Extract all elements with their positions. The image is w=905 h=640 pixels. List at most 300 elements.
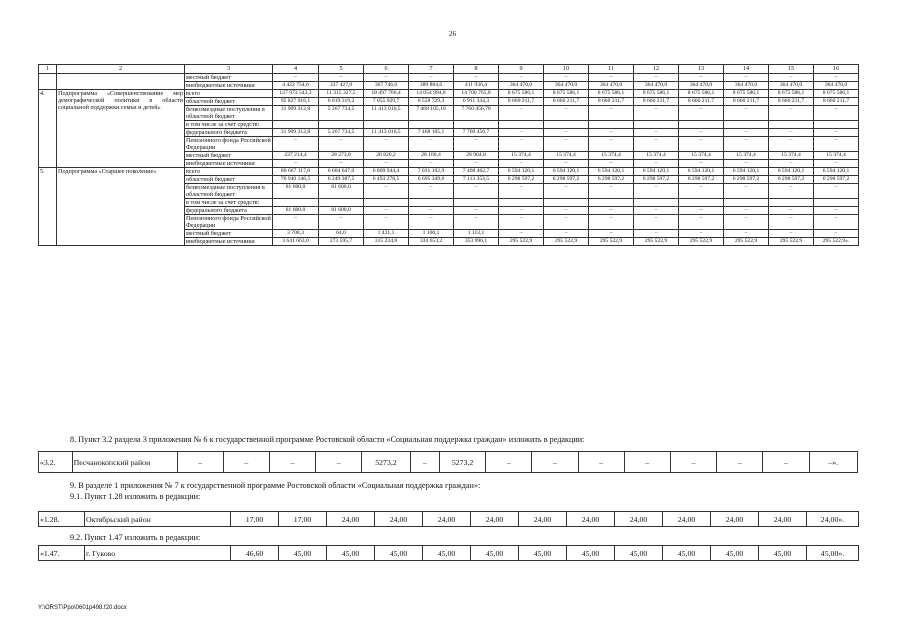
value-cell: 8 660 211,7: [724, 98, 769, 106]
value-cell: –: [814, 106, 859, 121]
value-cell: 6 558 729,3: [409, 98, 454, 106]
value-cell: –: [319, 160, 364, 168]
value-cell: –: [724, 129, 769, 137]
funding-source-label: местный бюджет: [185, 230, 273, 238]
funding-source-label: безвозмездные поступления в областной бюджет: [185, 184, 273, 199]
value-cell: –: [319, 137, 364, 152]
value-cell: [769, 199, 814, 207]
column-header: 10: [544, 65, 589, 74]
value-cell: 6 019 319,2: [319, 98, 364, 106]
value-cell: [319, 199, 364, 207]
value-cell: –: [634, 129, 679, 137]
value-cell: 5273,2: [440, 452, 486, 473]
value-cell: –: [814, 137, 859, 152]
value-cell: –: [814, 160, 859, 168]
value-cell: –: [544, 160, 589, 168]
value-cell: 15 374,4: [544, 152, 589, 160]
value-cell: –: [454, 215, 499, 230]
column-header: 16: [814, 65, 859, 74]
value-cell: 6 594 120,1: [724, 168, 769, 176]
value-cell: –: [679, 106, 724, 121]
funding-source-label: безвозмездные поступления в областной бюджет: [185, 106, 273, 121]
value-cell: –: [544, 74, 589, 82]
column-header: 7: [409, 65, 454, 74]
value-cell: 8 660 211,7: [544, 98, 589, 106]
value-cell: 45,00: [615, 546, 663, 561]
value-cell: –: [679, 230, 724, 238]
value-cell: –: [269, 452, 315, 473]
value-cell: [454, 121, 499, 129]
funding-source-label: местный бюджет: [185, 74, 273, 82]
table-row: [39, 90, 859, 98]
paragraph-8: 8. Пункт 3.2 раздела 3 приложения № 6 к государственной программе Ростовской области «Социальная поддержка граждан» изложить в редакции:: [70, 435, 585, 444]
value-cell: –: [454, 184, 499, 199]
column-header: 5: [319, 65, 364, 74]
value-cell: 6 298 597,2: [499, 176, 544, 184]
funding-source-label: внебюджетные источники: [185, 82, 273, 90]
value-cell: –: [724, 230, 769, 238]
value-cell: 6 298 597,2: [589, 176, 634, 184]
value-cell: 28 273,8: [319, 152, 364, 160]
value-cell: 8 675 586,1: [814, 90, 859, 98]
value-cell: 45,00: [423, 546, 471, 561]
value-cell: 24,00: [567, 512, 615, 527]
value-cell: 15 374,4: [814, 152, 859, 160]
funding-source-label: в том числе за счет средств:: [185, 199, 273, 207]
row-number: [39, 74, 57, 90]
value-cell: –: [273, 137, 319, 152]
value-cell: 14 054 994,8: [409, 90, 454, 98]
value-cell: –: [544, 184, 589, 199]
value-cell: –: [454, 207, 499, 215]
value-cell: 15 374,4: [634, 152, 679, 160]
value-cell: 28 160,4: [409, 152, 454, 160]
value-cell: 45,00».: [807, 546, 859, 561]
value-cell: –: [273, 160, 319, 168]
value-cell: –: [499, 184, 544, 199]
value-cell: –: [634, 207, 679, 215]
page-number: 26: [449, 30, 456, 38]
value-cell: –: [769, 230, 814, 238]
value-cell: 81 600,0: [273, 184, 319, 199]
value-cell: –: [634, 74, 679, 82]
table-row: [39, 74, 859, 82]
value-cell: 1 113,1: [454, 230, 499, 238]
value-cell: –: [589, 215, 634, 230]
header-row: [39, 65, 859, 74]
value-cell: –: [679, 160, 724, 168]
value-cell: 24,00: [375, 512, 423, 527]
table-row: [39, 512, 859, 527]
value-cell: –: [769, 74, 814, 82]
value-cell: 3 641 663,0: [273, 238, 319, 246]
value-cell: –: [273, 215, 319, 230]
value-cell: 8 675 586,1: [589, 90, 634, 98]
value-cell: 80 667 117,8: [273, 168, 319, 176]
value-cell: –: [364, 215, 409, 230]
value-cell: 8 660 211,7: [769, 98, 814, 106]
value-cell: 295 522,9: [724, 238, 769, 246]
table-item-3-2: [38, 451, 858, 473]
value-cell: 8 660 211,7: [679, 98, 724, 106]
value-cell: –: [499, 74, 544, 82]
value-cell: –: [578, 452, 624, 473]
value-cell: 11 413 016,5: [364, 106, 409, 121]
item-number: «1.28.: [39, 512, 85, 527]
subprogram-name: [57, 74, 185, 90]
value-cell: 15 374,4: [679, 152, 724, 160]
value-cell: 6 695 349,6: [409, 176, 454, 184]
value-cell: –: [724, 207, 769, 215]
value-cell: 6 594 120,1: [499, 168, 544, 176]
funding-source-label: Пенсионного фонда Российской Федерации: [186, 215, 271, 229]
value-cell: –: [532, 452, 578, 473]
value-cell: 364 470,0: [499, 82, 544, 90]
value-cell: [679, 121, 724, 129]
value-cell: –: [589, 74, 634, 82]
value-cell: –: [724, 137, 769, 152]
value-cell: –: [634, 137, 679, 152]
value-cell: –: [544, 207, 589, 215]
value-cell: 6 594 120,1: [544, 168, 589, 176]
value-cell: 81 600,0: [319, 207, 364, 215]
value-cell: 28 964,8: [454, 152, 499, 160]
subprogram-name: Подпрограмма «Совершенствование мер демографической политики в области социальной поддержки семьи и детей»: [57, 90, 185, 168]
column-header: 15: [769, 65, 814, 74]
value-cell: 1 431,1: [364, 230, 409, 238]
funding-source-label: в том числе за счет средств:: [185, 121, 273, 129]
value-cell: –: [454, 74, 499, 82]
value-cell: –: [499, 207, 544, 215]
value-cell: –: [454, 160, 499, 168]
value-cell: –: [679, 215, 724, 230]
column-header: 1: [39, 65, 57, 74]
value-cell: –: [544, 230, 589, 238]
column-header: 13: [679, 65, 724, 74]
value-cell: 24,00: [471, 512, 519, 527]
value-cell: [724, 199, 769, 207]
value-cell: –: [624, 452, 670, 473]
value-cell: –: [499, 160, 544, 168]
value-cell: 45,00: [375, 546, 423, 561]
value-cell: 8 675 586,1: [544, 90, 589, 98]
value-cell: 45,00: [327, 546, 375, 561]
value-cell: –: [364, 137, 409, 152]
value-cell: 295 522,9: [679, 238, 724, 246]
value-cell: –: [409, 74, 454, 82]
value-cell: –: [724, 106, 769, 121]
value-cell: 45,00: [759, 546, 807, 561]
value-cell: 6 298 597,2: [544, 176, 589, 184]
value-cell: –: [589, 184, 634, 199]
value-cell: –: [589, 106, 634, 121]
value-cell: [364, 121, 409, 129]
value-cell: –: [589, 137, 634, 152]
row-number: 5.: [39, 168, 57, 246]
value-cell: [454, 199, 499, 207]
column-header: 6: [364, 65, 409, 74]
value-cell: [634, 121, 679, 129]
value-cell: [499, 121, 544, 129]
paragraph-9-2: 9.2. Пункт 1.47 изложить в редакции:: [70, 533, 201, 542]
value-cell: 24,00: [327, 512, 375, 527]
value-cell: 81 600,0: [273, 207, 319, 215]
column-header: 4: [273, 65, 319, 74]
value-cell: –: [177, 452, 223, 473]
value-cell: –: [717, 452, 763, 473]
value-cell: [409, 121, 454, 129]
value-cell: –: [814, 129, 859, 137]
value-cell: 6 594 120,1: [589, 168, 634, 176]
value-cell: 364 470,0: [634, 82, 679, 90]
value-cell: –: [634, 184, 679, 199]
value-cell: 389 884,6: [409, 82, 454, 90]
value-cell: 15 374,4: [589, 152, 634, 160]
value-cell: –: [409, 160, 454, 168]
table-item-1-47: [38, 545, 859, 561]
value-cell: [769, 121, 814, 129]
value-cell: 295 522,9: [769, 238, 814, 246]
value-cell: –: [724, 74, 769, 82]
value-cell: –: [814, 230, 859, 238]
table-row: [39, 452, 858, 473]
value-cell: –: [544, 129, 589, 137]
value-cell: 6 911 344,3: [454, 98, 499, 106]
value-cell: 295 522,9: [499, 238, 544, 246]
column-header: 2: [57, 65, 185, 74]
value-cell: –: [763, 452, 809, 473]
value-cell: 6 249 387,5: [319, 176, 364, 184]
paragraph-9-1: 9.1. Пункт 1.28 изложить в редакции:: [70, 492, 201, 501]
value-cell: 8 675 586,1: [499, 90, 544, 98]
district-name: Октябрьский район: [85, 512, 231, 527]
value-cell: 353 996,1: [454, 238, 499, 246]
column-header: 11: [589, 65, 634, 74]
value-cell: 6 604 647,0: [319, 168, 364, 176]
value-cell: 7 055 929,7: [364, 98, 409, 106]
value-cell: 15 374,4: [769, 152, 814, 160]
value-cell: 364 470,0: [769, 82, 814, 90]
value-cell: –: [409, 184, 454, 199]
value-cell: 45,00: [663, 546, 711, 561]
value-cell: –: [544, 137, 589, 152]
value-cell: 8 675 586,1: [679, 90, 724, 98]
value-cell: –: [499, 230, 544, 238]
value-cell: 6 594 120,1: [634, 168, 679, 176]
budget-table: [38, 64, 859, 246]
value-cell: 367 746,6: [364, 82, 409, 90]
value-cell: –: [364, 184, 409, 199]
value-cell: –: [409, 137, 454, 152]
value-cell: –: [724, 184, 769, 199]
value-cell: –: [409, 215, 454, 230]
value-cell: 6 298 597,2: [724, 176, 769, 184]
value-cell: –: [319, 74, 364, 82]
district-name: г. Гуково: [85, 546, 231, 561]
value-cell: 6 298 597,2: [769, 176, 814, 184]
value-cell: –: [679, 137, 724, 152]
table-row: [39, 546, 859, 561]
funding-source-label: федерального бюджета: [185, 207, 273, 215]
value-cell: [589, 121, 634, 129]
value-cell: 8 660 211,7: [814, 98, 859, 106]
value-cell: –: [499, 137, 544, 152]
value-cell: –: [589, 230, 634, 238]
value-cell: [814, 121, 859, 129]
table-row: [39, 168, 859, 176]
value-cell: –».: [809, 452, 857, 473]
value-cell: 7 468 105,10: [409, 106, 454, 121]
value-cell: 237 214,4: [273, 152, 319, 160]
column-header: 8: [454, 65, 499, 74]
value-cell: 295 522,9: [544, 238, 589, 246]
column-header: 12: [634, 65, 679, 74]
value-cell: 364 470,0: [544, 82, 589, 90]
value-cell: [544, 199, 589, 207]
value-cell: 5 267 734,5: [319, 106, 364, 121]
value-cell: –: [409, 207, 454, 215]
funding-source-label: всего: [185, 168, 273, 176]
value-cell: 81 600,0: [319, 184, 364, 199]
value-cell: [589, 199, 634, 207]
value-cell: 337 427,0: [319, 82, 364, 90]
row-number: 4.: [39, 90, 57, 168]
funding-source-label: всего: [185, 90, 273, 98]
value-cell: 45,00: [279, 546, 327, 561]
value-cell: 7 468 105,1: [409, 129, 454, 137]
value-cell: 95 827 016,1: [273, 98, 319, 106]
value-cell: 7 031 102,9: [409, 168, 454, 176]
value-cell: –: [273, 74, 319, 82]
value-cell: –: [634, 160, 679, 168]
value-cell: 18 497 766,4: [364, 90, 409, 98]
district-name: Песчанокопский район: [72, 452, 177, 473]
value-cell: –: [814, 74, 859, 82]
value-cell: 4 422 754,6: [273, 82, 319, 90]
value-cell: –: [679, 129, 724, 137]
value-cell: –: [499, 129, 544, 137]
value-cell: –: [679, 184, 724, 199]
column-header: 14: [724, 65, 769, 74]
value-cell: 315 234,8: [364, 238, 409, 246]
table-item-1-28: [38, 511, 859, 527]
value-cell: 5273,2: [362, 452, 410, 473]
value-cell: 8 675 586,1: [724, 90, 769, 98]
value-cell: 24,00: [615, 512, 663, 527]
funding-source-label: Пенсионного фонда Российской Федерации: [186, 137, 271, 151]
value-cell: –: [589, 160, 634, 168]
value-cell: 6 594 120,1: [814, 168, 859, 176]
value-cell: 24,00: [519, 512, 567, 527]
value-cell: –: [364, 74, 409, 82]
value-cell: [814, 199, 859, 207]
value-cell: –: [814, 207, 859, 215]
value-cell: 31 909 312,8: [273, 129, 319, 137]
value-cell: 76 940 146,5: [273, 176, 319, 184]
value-cell: 6 594 120,1: [769, 168, 814, 176]
value-cell: –: [634, 106, 679, 121]
value-cell: 8 675 586,1: [769, 90, 814, 98]
value-cell: 15 374,4: [724, 152, 769, 160]
value-cell: 45,00: [519, 546, 567, 561]
value-cell: 5 267 734,5: [319, 129, 364, 137]
value-cell: [364, 199, 409, 207]
value-cell: –: [634, 230, 679, 238]
value-cell: –: [769, 106, 814, 121]
value-cell: 295 522,9: [589, 238, 634, 246]
value-cell: 364 470,0: [814, 82, 859, 90]
value-cell: 295 522,9».: [814, 238, 859, 246]
value-cell: 127 973 543,3: [273, 90, 319, 98]
value-cell: 334 653,2: [409, 238, 454, 246]
value-cell: 6 298 597,2: [814, 176, 859, 184]
value-cell: 3 708,3: [273, 230, 319, 238]
value-cell: 45,00: [471, 546, 519, 561]
value-cell: 273 595,7: [319, 238, 364, 246]
value-cell: 24,00: [423, 512, 471, 527]
value-cell: –: [364, 207, 409, 215]
value-cell: 11 413 016,5: [364, 129, 409, 137]
value-cell: [724, 121, 769, 129]
value-cell: [273, 199, 319, 207]
value-cell: 17,00: [279, 512, 327, 527]
value-cell: [319, 121, 364, 129]
value-cell: –: [454, 137, 499, 152]
value-cell: –: [724, 215, 769, 230]
value-cell: 24,00: [759, 512, 807, 527]
value-cell: –: [769, 137, 814, 152]
value-cell: 24,00».: [807, 512, 859, 527]
file-path-footer: Y:\ORST\Ppo\0601p498.f20.docx: [38, 605, 127, 611]
item-number: «3.2.: [39, 452, 73, 473]
value-cell: 28 820,2: [364, 152, 409, 160]
value-cell: 7 760 456,7: [454, 129, 499, 137]
value-cell: 24,00: [711, 512, 759, 527]
value-cell: –: [724, 160, 769, 168]
value-cell: 8 675 586,1: [634, 90, 679, 98]
funding-source-label: федерального бюджета: [185, 129, 273, 137]
value-cell: [544, 121, 589, 129]
value-cell: 24,00: [663, 512, 711, 527]
value-cell: [273, 121, 319, 129]
funding-source-label: внебюджетные источники: [185, 160, 273, 168]
value-cell: [499, 199, 544, 207]
value-cell: 8 660 211,7: [589, 98, 634, 106]
value-cell: 64,0: [319, 230, 364, 238]
value-cell: –: [769, 207, 814, 215]
value-cell: 45,00: [711, 546, 759, 561]
value-cell: –: [589, 207, 634, 215]
column-header: 3: [185, 65, 273, 74]
funding-source-label: местный бюджет: [185, 152, 273, 160]
value-cell: 364 470,0: [679, 82, 724, 90]
value-cell: 364 470,0: [724, 82, 769, 90]
value-cell: 15 374,4: [499, 152, 544, 160]
value-cell: 8 660 211,7: [499, 98, 544, 106]
value-cell: –: [410, 452, 439, 473]
value-cell: –: [634, 215, 679, 230]
value-cell: [634, 199, 679, 207]
value-cell: –: [679, 74, 724, 82]
value-cell: –: [499, 106, 544, 121]
value-cell: 7 468 462,7: [454, 168, 499, 176]
value-cell: 45,00: [567, 546, 615, 561]
funding-source-label: внебюджетные источники: [185, 238, 273, 246]
value-cell: 6 594 120,1: [679, 168, 724, 176]
column-header: 9: [499, 65, 544, 74]
item-number: «1.47.: [39, 546, 85, 561]
value-cell: –: [814, 215, 859, 230]
